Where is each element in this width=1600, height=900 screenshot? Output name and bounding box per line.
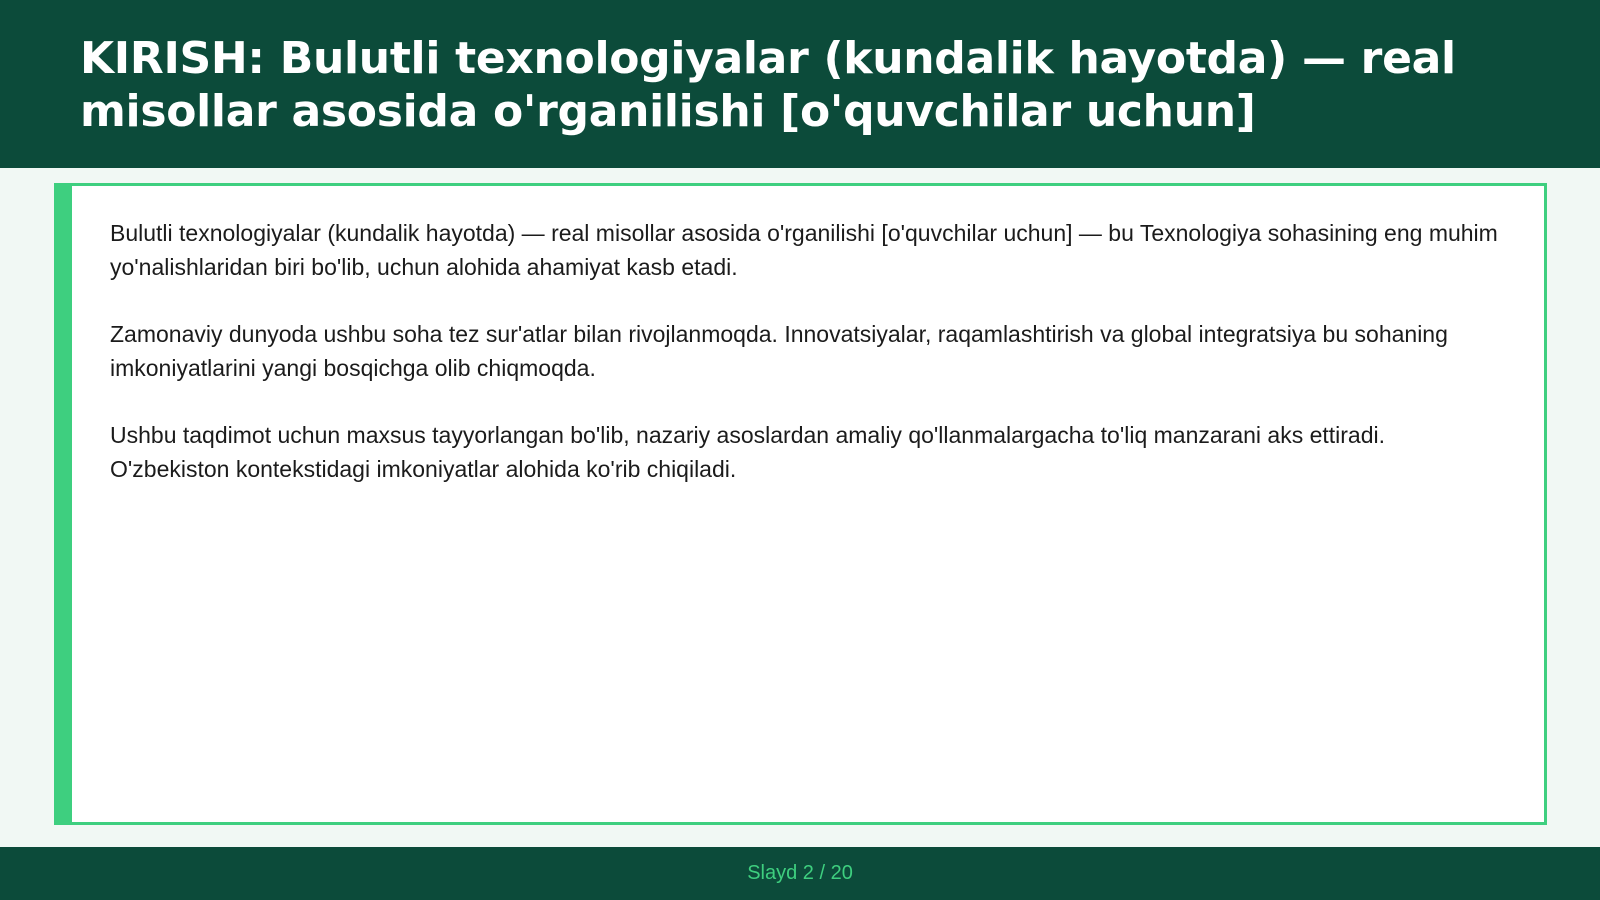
header-bar (0, 0, 1600, 168)
slide-counter: Slayd 2 / 20 (747, 862, 853, 884)
paragraph-presentation: Ushbu taqdimot uchun maxsus tayyorlangan bo'lib, nazariy asoslardan amaliy qo'llanmalargacha to'liq manzarani aks ettiradi. O'zbekiston kontekstidagi imkoniyatlar alohida ko'rib chiqiladi. (110, 422, 1386, 482)
paragraph-intro: Bulutli texnologiyalar (kundalik hayotda) — real misollar asosida o'rganilishi [o'quvchilar uchun] — bu Texnologiya sohasining eng muhim yo'nalishlaridan biri bo'lib, uchun alohida ahamiyat kasb etadi. (110, 220, 1498, 280)
footer-bar (0, 847, 1600, 900)
paragraph-modern-world: Zamonaviy dunyoda ushbu soha tez sur'atlar bilan rivojlanmoqda. Innovatsiyalar, raqamlashtirish va global integratsiya bu sohaning imkoniyatlarini yangi bosqichga olib chiqmoqda. (110, 321, 1448, 381)
content-box (54, 183, 1547, 825)
slide-title: KIRISH: Bulutli texnologiyalar (kundalik hayotda) — real misollar asosida o'rganilishi [o'quvchilar uchun] (80, 33, 1456, 137)
